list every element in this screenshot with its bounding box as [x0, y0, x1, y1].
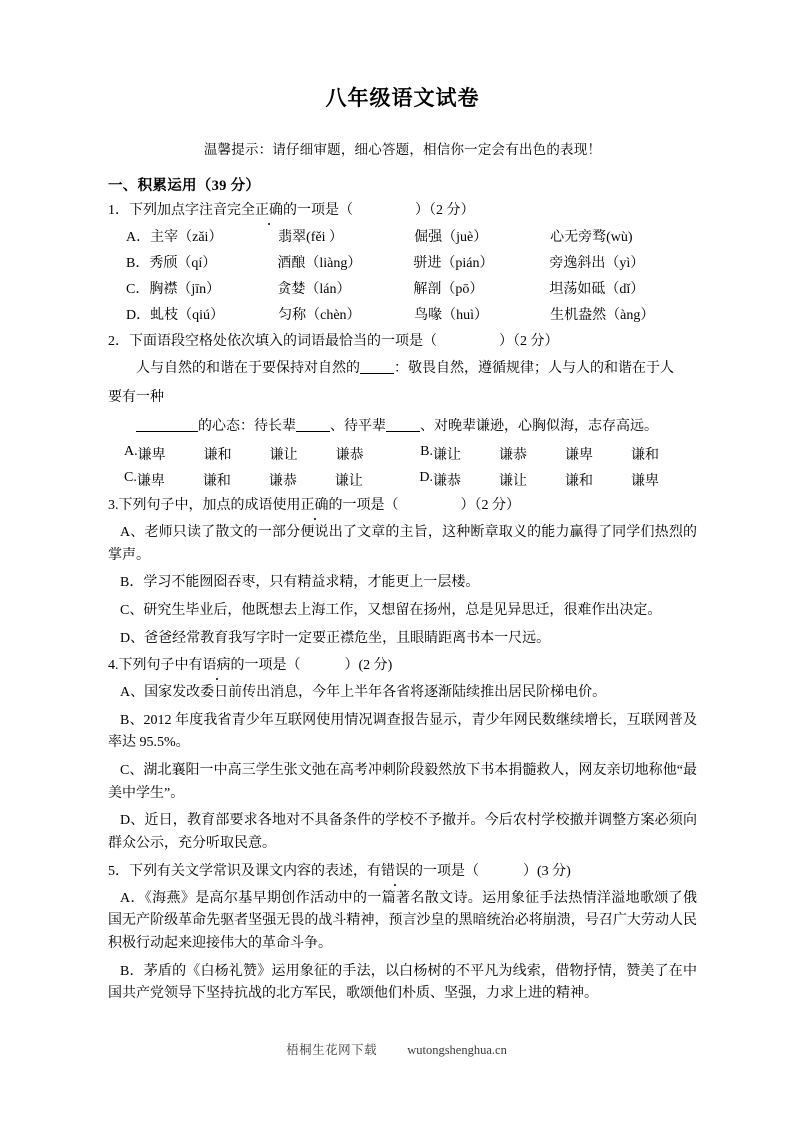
q2-choice-c-word-1: 谦卑: [136, 474, 165, 490]
q5-option-a[interactable]: A．《海燕》是高尔基早期创作活动中的一篇著名散文诗。运用象征手法热情洋溢地歌颂了俄国无产阶级革命先驱者坚强无畏的战斗精神，预言沙皇的黑暗统治必将崩溃，号召广大劳动人民积极行动起来迎接伟大的革命斗争。: [108, 890, 697, 951]
q5-stem-tail: ）(3 分): [523, 863, 571, 879]
q4-stem-emphasis: 语病: [203, 655, 231, 677]
question-2-stem: [108, 326, 697, 353]
q5-stem-before: 下列有关文学常识及课文内容的表述，有: [129, 863, 381, 879]
q1-option-c[interactable]: [108, 274, 697, 300]
q1-option-c-item-2: 贪婪（lán）: [277, 281, 351, 297]
q4-option-d[interactable]: D、近日，教育部要求各地对不具备条件的学校不予撤并。今后农村学校撤并调整方案必须向群众公示，充分听取民意。: [108, 813, 697, 852]
q2-fill-blank-2[interactable]: [136, 431, 198, 432]
q1-option-c-item-1: 胸襟（jīn）: [149, 281, 221, 297]
exam-tip: 温馨提示：请仔细审题，细心答题，相信你一定会有出色的表现！: [203, 142, 602, 157]
page-title: 八年级语文试卷: [325, 86, 480, 110]
q2-choice-c-word-3: 谦恭: [268, 474, 297, 490]
q1-stem-tail: ）（2 分）: [415, 203, 475, 218]
q2-choice-row-cd: [108, 464, 697, 490]
q2-choice-b-word-1: 谦让: [433, 448, 461, 464]
q1-option-b-item-2: 酒酿（liàng）: [277, 255, 362, 271]
q2-choice-a-word-2: 谦和: [203, 448, 232, 464]
q2-choice-d-word-4: 谦卑: [631, 474, 659, 490]
q4-option-a[interactable]: A、国家发改委日前传出消息，今年上半年各省将逐渐陆续推出居民阶梯电价。: [120, 685, 607, 701]
q2-choice-c[interactable]: [124, 470, 419, 490]
q1-option-a[interactable]: [108, 222, 697, 248]
q1-option-a-item-3: 倔强（juè）: [414, 229, 488, 245]
q2-passage-line-2: 要有一种: [108, 390, 164, 406]
q3-option-b[interactable]: B．学习不能囫囵吞枣，只有精益求精，才能更上一层楼。: [120, 575, 480, 591]
q4-number: 4.: [108, 658, 119, 674]
q1-option-b-item-1: 秀颀（qí）: [149, 255, 217, 271]
q2-choice-d[interactable]: [419, 470, 697, 490]
q1-option-a-item-4: 心无旁骛(wù): [550, 229, 633, 245]
q5-option-b[interactable]: B．茅盾的《白杨礼赞》运用象征的手法，以白杨树的不平凡为线索，借物抒情，赞美了在中国共产党领导下坚持抗战的北方军民，歌颂他们朴质、坚强，力求上进的精神。: [108, 963, 697, 1002]
q4-option-c[interactable]: C、湖北襄阳一中高三学生张文弛在高考冲刺阶段毅然放下书本捐髓救人，网友亲切地称他“最美中学生”。: [108, 763, 697, 801]
q4-stem-before: 下列句子中有: [118, 658, 203, 674]
q2-passage-part-c: 的心态：待长辈: [198, 418, 296, 434]
q5-stem-after: 的一项是（: [409, 863, 479, 879]
q2-choice-d-word-3: 谦和: [565, 474, 593, 490]
q1-option-b-label: B．: [126, 255, 150, 271]
q1-stem-emphasis: 正确: [255, 200, 283, 222]
q2-choice-b-word-2: 谦恭: [499, 448, 527, 464]
question-5-stem: [108, 856, 697, 883]
q1-option-d-item-4: 生机盎然（àng）: [550, 307, 655, 323]
q1-option-b-item-4: 旁逸斜出（yì）: [549, 255, 645, 271]
q2-choice-b-word-3: 谦卑: [565, 448, 593, 464]
q2-choice-d-label: D.: [419, 470, 433, 486]
q1-option-c-label: C．: [126, 281, 150, 297]
q1-number: 1．: [108, 203, 129, 218]
footer-site-name: 梧桐生花网下载: [286, 1043, 378, 1057]
q1-stem-after: 的一项是（: [283, 203, 353, 218]
q2-fill-blank-3[interactable]: [296, 431, 330, 432]
q2-passage-part-b: ：敬畏自然，遵循规律；人与人的和谐在于人: [394, 361, 674, 377]
q2-number: 2．: [108, 333, 129, 349]
q3-number: 3.: [108, 498, 119, 514]
q1-option-b[interactable]: [108, 248, 697, 274]
q1-option-a-item-2: 翡翠(fěi ）: [278, 229, 344, 245]
q2-choice-a-label: A.: [124, 444, 138, 460]
question-3-stem: [108, 490, 697, 517]
q2-stem-text: 下面语段空格处依次填入的词语最恰当的一项是（: [129, 333, 437, 349]
question-4-stem: [108, 650, 697, 677]
section-heading-accumulation: 一、积累运用（39 分）: [108, 178, 261, 194]
q2-passage-part-d: 、待平辈: [330, 418, 386, 434]
q1-option-a-label: A．: [126, 229, 151, 245]
q1-option-d-label: D．: [126, 307, 151, 323]
q2-passage-part-e: 、对晚辈谦逊，心胸似海，志存高远。: [420, 418, 658, 434]
q2-fill-blank-1[interactable]: [360, 373, 394, 374]
q3-stem-emphasis: 正确: [301, 495, 329, 517]
q5-stem-emphasis: 错误: [381, 861, 409, 883]
q2-stem-tail: ）（2 分）: [499, 333, 559, 349]
footer-site-url: wutongshenghua.cn: [407, 1043, 507, 1057]
q5-number: 5．: [108, 863, 129, 879]
q1-stem-before: 下列加点字注音完全: [129, 203, 255, 218]
q1-option-c-item-4: 坦荡如砥（dǐ）: [549, 281, 645, 297]
q4-option-b[interactable]: B、2012 年度我省青少年互联网使用情况调查报告显示，青少年网民数继续增长，互联网普及率达 95.5%。: [108, 712, 697, 751]
q3-option-d[interactable]: D、爸爸经常教育我写字时一定要正襟危坐，且眼睛距离书本一尺远。: [120, 630, 551, 646]
q3-option-c[interactable]: C、研究生毕业后，他既想去上海工作，又想留在扬州，总是见异思迁，很难作出决定。: [120, 603, 662, 619]
q2-fill-blank-4[interactable]: [386, 431, 420, 432]
q4-stem-after: 的一项是（: [230, 658, 301, 674]
q3-option-a[interactable]: A、老师只读了散文的一部分便说出了文章的主旨，这种断章取义的能力赢得了同学们热烈的掌声。: [108, 525, 697, 563]
q2-choice-c-label: C.: [124, 470, 137, 486]
question-1-stem: [108, 195, 697, 222]
q1-option-d[interactable]: [108, 300, 697, 326]
q2-choice-row-ab: [108, 438, 697, 464]
q3-stem-tail: ）（2 分）: [460, 498, 520, 514]
q2-choice-b-word-4: 谦和: [631, 448, 659, 464]
footer-watermark: [0, 1040, 793, 1058]
q2-passage-line-3: [108, 410, 697, 439]
q3-stem-after: 的一项是（: [328, 498, 399, 514]
q1-option-d-item-1: 虬枝（qiú）: [150, 307, 225, 323]
q2-choice-d-word-1: 谦恭: [433, 474, 461, 490]
q3-stem-before: 下列句子中，加点的成语使用: [118, 498, 301, 514]
q1-option-b-item-3: 骈进（pián）: [413, 255, 494, 271]
q2-choice-a[interactable]: [124, 444, 420, 464]
q4-stem-tail: ）(2 分): [344, 658, 393, 674]
q2-choice-c-word-4: 谦让: [334, 474, 363, 490]
q1-option-c-item-3: 解剖（pō）: [413, 281, 484, 297]
q1-option-d-item-3: 鸟喙（huì）: [414, 307, 489, 323]
q2-choice-d-word-2: 谦让: [499, 474, 527, 490]
q2-choice-b-label: B.: [420, 444, 433, 460]
q1-option-a-item-1: 主宰（zǎi）: [150, 229, 223, 245]
q2-choice-c-word-2: 谦和: [202, 474, 231, 490]
q2-choice-b[interactable]: [420, 444, 697, 464]
q2-passage-part-a: 人与自然的和谐在于要保持对自然的: [136, 361, 360, 377]
q1-option-d-item-2: 匀称（chèn）: [278, 307, 361, 323]
q2-choice-a-word-3: 谦让: [269, 448, 298, 464]
q2-passage-line-1: [108, 352, 697, 381]
q2-choice-a-word-1: 谦卑: [137, 448, 166, 464]
q2-choice-a-word-4: 谦恭: [335, 448, 364, 464]
